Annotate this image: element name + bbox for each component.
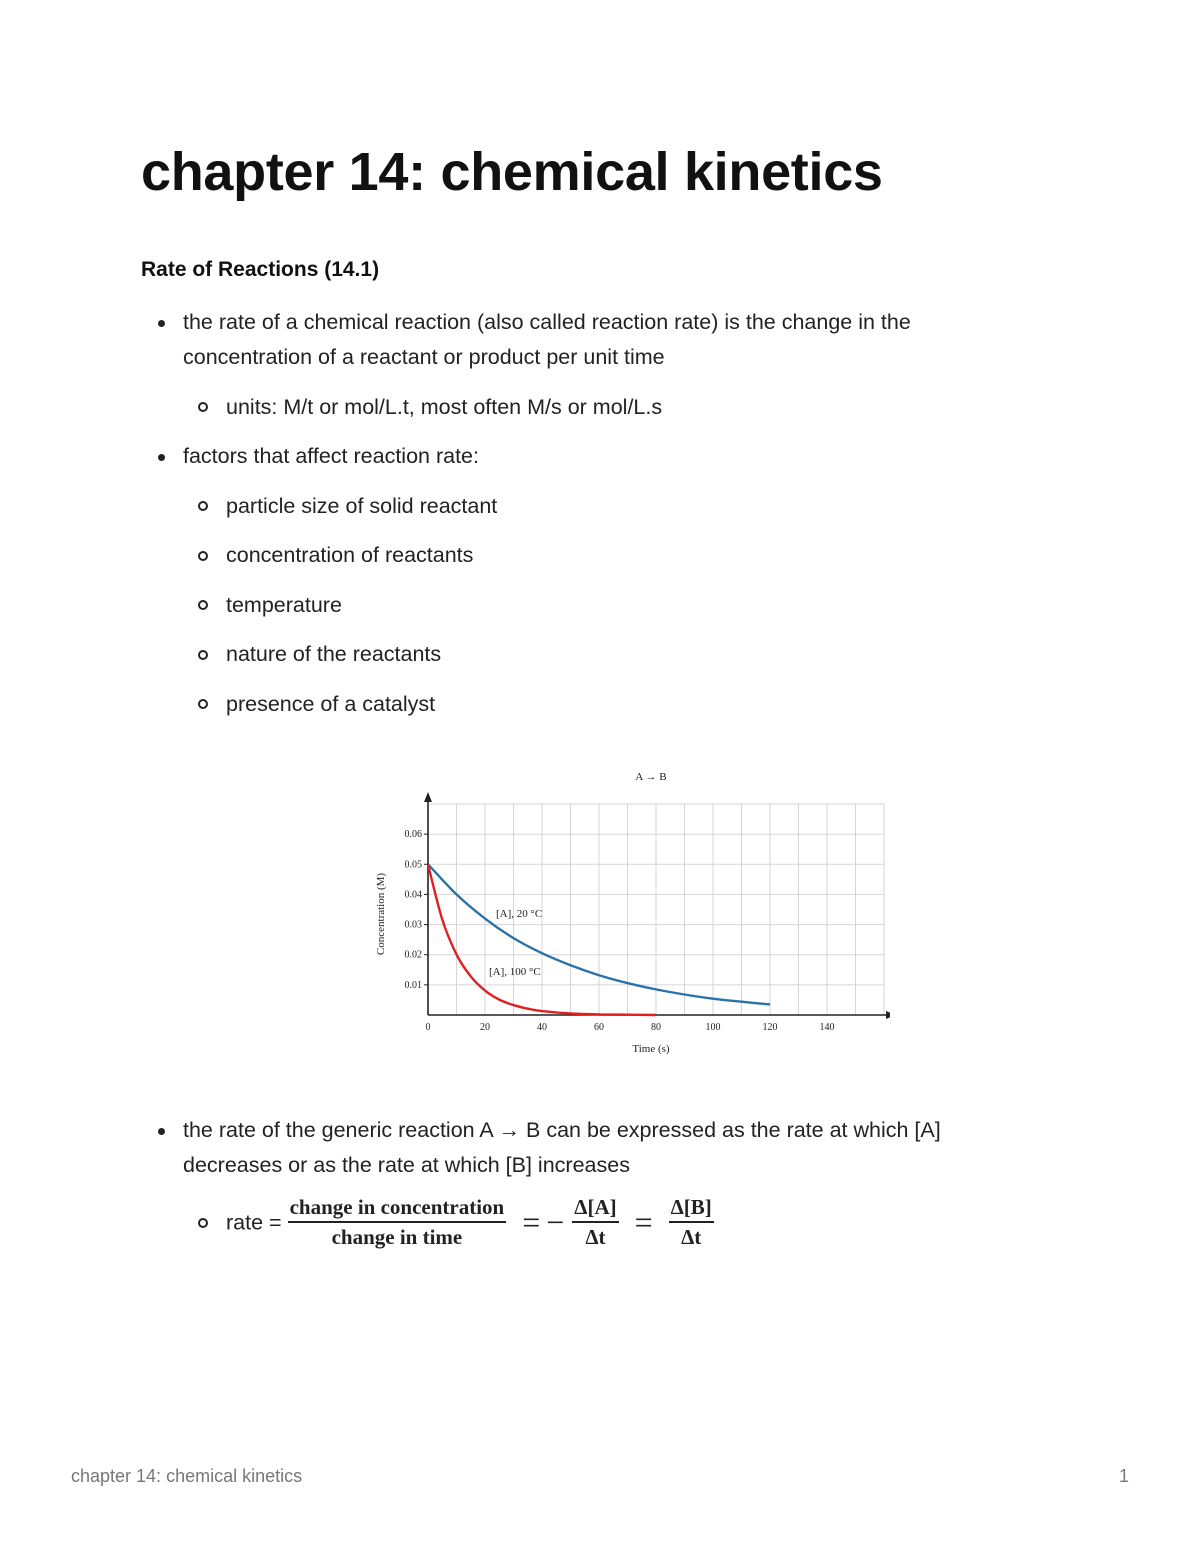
equals-sign: = <box>522 1204 541 1241</box>
rate-definition <box>183 305 911 375</box>
series-label-100c: [A], 100 °C <box>489 966 541 978</box>
fraction-denominator: Δt <box>681 1225 702 1250</box>
factor-item: concentration of reactants <box>226 543 474 567</box>
x-axis-arrow <box>886 1011 890 1019</box>
fraction-numerator: change in concentration <box>288 1195 507 1223</box>
rate-definition-line2: concentration of a reactant or product per unit time <box>183 345 665 369</box>
concentration-time-chart <box>370 762 890 1062</box>
generic-reaction <box>183 1113 941 1183</box>
page-title: chapter 14: chemical kinetics <box>141 142 883 202</box>
generic-reaction-line1: the rate of the generic reaction A → B can be expressed as the rate at which [A] <box>183 1118 941 1142</box>
fraction-concentration-over-time <box>288 1195 507 1249</box>
chart-title: A → B <box>635 771 667 783</box>
y-tick-label: 0.06 <box>404 829 422 841</box>
factor-item: nature of the reactants <box>226 642 442 666</box>
section-heading: Rate of Reactions (14.1) <box>141 258 380 281</box>
x-tick-label: 80 <box>651 1022 661 1033</box>
series-label-20c: [A], 20 °C <box>496 908 543 920</box>
factor-item: particle size of solid reactant <box>226 494 498 518</box>
bullet-dot <box>158 454 165 461</box>
bullet-dot <box>158 1128 165 1135</box>
generic-reaction-line2: decreases or as the rate at which [B] increases <box>183 1153 630 1177</box>
sub-bullet-ring <box>198 501 208 511</box>
y-tick-label: 0.04 <box>404 889 422 901</box>
sub-bullet-ring <box>198 600 208 610</box>
fraction-delta-a <box>572 1195 618 1249</box>
sub-bullet-ring <box>198 402 208 412</box>
footer-title: chapter 14: chemical kinetics <box>71 1466 303 1486</box>
units-item: units: M/t or mol/L.t, most often M/s or mol/L.s <box>226 395 663 419</box>
page-number: 1 <box>1118 1466 1129 1486</box>
y-tick-label: 0.01 <box>404 979 422 991</box>
bullet-dot <box>158 320 165 327</box>
x-tick-label: 140 <box>819 1022 835 1033</box>
x-tick-label: 120 <box>762 1022 778 1033</box>
rate-equation <box>226 1193 714 1250</box>
sub-bullet-ring <box>198 1218 208 1228</box>
fraction-denominator: Δt <box>585 1225 606 1250</box>
y-tick-label: 0.03 <box>404 919 422 931</box>
x-axis-label: Time (s) <box>632 1043 670 1055</box>
x-tick-label: 20 <box>480 1022 490 1033</box>
factor-item: temperature <box>226 593 342 617</box>
y-tick-label: 0.02 <box>404 949 422 961</box>
chart-svg <box>370 762 890 1062</box>
sub-bullet-ring <box>198 551 208 561</box>
x-tick-label: 100 <box>705 1022 721 1033</box>
equals-sign: = <box>634 1204 653 1241</box>
fraction-numerator: Δ[B] <box>669 1195 714 1223</box>
fraction-numerator: Δ[A] <box>572 1195 618 1223</box>
x-tick-label: 40 <box>537 1022 547 1033</box>
x-tick-label: 60 <box>594 1022 604 1033</box>
y-tick-label: 0.05 <box>404 859 422 871</box>
sub-bullet-ring <box>198 699 208 709</box>
sub-bullet-ring <box>198 650 208 660</box>
fraction-delta-b <box>669 1195 714 1249</box>
y-axis-label: Concentration (M) <box>375 872 387 956</box>
fraction-denominator: change in time <box>331 1225 463 1250</box>
factor-item: presence of a catalyst <box>226 692 436 716</box>
rate-definition-line1: the rate of a chemical reaction (also called reaction rate) is the change in the <box>183 310 911 334</box>
y-axis-arrow <box>424 792 432 802</box>
minus-sign: − <box>546 1204 565 1241</box>
factors-item: factors that affect reaction rate: <box>183 444 479 468</box>
equation-prefix: rate = <box>226 1210 288 1235</box>
x-tick-label: 0 <box>425 1022 431 1033</box>
